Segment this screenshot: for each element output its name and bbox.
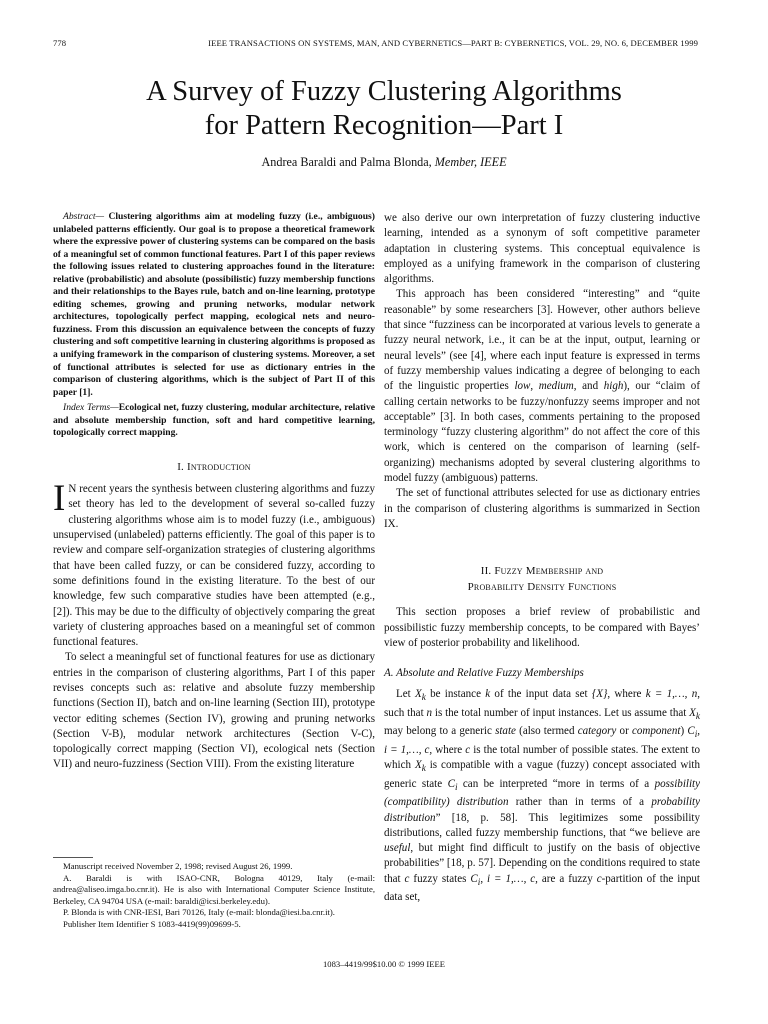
term-useful: useful [384,842,411,855]
journal-name: IEEE TRANSACTIONS ON SYSTEMS, MAN, AND CYBERNETICS—PART B: CYBERNETICS, VOL. 29, NO. 6, DECEMBER 1999 [208,38,698,48]
t9: ) [680,725,685,738]
math-k-range: k = 1,…, n [645,688,698,701]
index-terms-label: Index Terms— [63,402,119,414]
t8: (also termed [519,725,575,738]
footnote-blonda: P. Blonda is with CNR-IESI, Bari 70126, Italy (e-mail: blonda@iesi.ba.cnr.it). [63,907,335,917]
t16: , but might find difficult to justify on the basis of objective probabilities” [18, p. 57]. Depending on the conditions required to state that [384,842,700,885]
term-category: category [577,725,617,738]
footnote-received: Manuscript received November 2, 1998; revised August 26, 1999. [63,861,293,871]
drop-cap: I [53,478,66,520]
footnote-divider [53,857,93,858]
index-terms-text: Ecological net, fuzzy clustering, modular architecture, relative and absolute membership function, soft and hard competitive learning, topologically correct mapping. [53,402,375,439]
t13: can be interpreted “more in terms of a [462,777,650,790]
abstract-text: Clustering algorithms aim at modeling fuzzy (i.e., ambiguous) unlabeled patterns efficiently. Our goal is to propose a theoretical framework where the expressive power of clustering systems can be compared on the basis of a meaningful set of common functional features. Part I of this paper reviews the following issues related to clustering approaches found in the literature: relative (probabilistic) and absolute (possibilistic) fuzzy membership functions and their relationships to the Bayes rule, batch and on-line learning, prototype editing schemes, growing and pruning networks, modular network architectures, topologically perfect mapping, ecological nets and neuro-fuzziness. From this discussion an equivalence between the concepts of fuzzy clustering and soft competitive learning in clustering algorithms is proposed as a unifying framework in the comparison of clustering systems. Moreover, a set of functional attributes is selected for use as dictionary entries in the comparison of clustering algorithms, which is the subject of Part II of this paper [1]. [53,211,375,398]
right-paragraph-2-part-a: This approach has been considered “interesting” and “quite reasonable” by some researchers [3]. However, other authors believe that since “fuzziness can be incorporated at various levels to generate a fuzzy neural network, i.e., it can be at the input, output, learning or neural levels” (see [4], where each input feature is expressed in terms of fuzzy membership values indicating a degree of belonging to each of the linguistic properties [384,288,700,393]
abstract-label: Abstract— [63,211,105,222]
math-i-range: , i = 1,…, c, [384,725,701,756]
intro-paragraph-1 [53,478,375,650]
page-number: 778 [53,38,67,48]
section-2-intro: This section proposes a brief review of probabilistic and possibilistic fuzzy membership concepts, to be compared with Bayes’ view of posterior probability and likelihood. [384,606,700,649]
math-xk-2: X [689,706,696,719]
term-high: high [603,380,624,393]
abstract [53,211,375,399]
section-2-heading-line-1: II. Fuzzy Membership and [480,565,604,578]
math-k-sub: k [421,692,426,703]
t11: is the total number of possible states. The extent to which [384,743,701,772]
authors [0,155,768,170]
t14: rather than in terms of a [515,796,645,809]
t7: may belong to a generic [384,725,492,738]
footnotes [53,861,375,930]
term-medium: medium [538,380,574,393]
math-i-sub-3: i [477,876,481,887]
t6: is the total number of input instances. Let us assume that [434,706,687,719]
math-c: c [465,743,471,756]
or-word: or [619,725,629,738]
term-state: state [495,725,516,738]
index-terms [53,402,375,440]
right-paragraph-2-part-b: ), our “claim of calling certain networks to be fuzzy/nonfuzzy seems improper and not acceptable” [3]. In both cases, comments pertaining to the proposed terminology “fuzzy clustering algorithm” do not affect the core of this work, which is centered on the comparison of learning (self-organizing) mechanisms adopted by several clustering algorithms to model fuzzy (ambiguous) patterns. [384,380,701,485]
section-heading-fuzzy-membership [384,564,700,595]
t17: fuzzy states [413,872,467,885]
math-set-x: {X} [591,688,608,701]
math-c-2: c [404,872,410,885]
author-membership: Member, IEEE [434,155,507,169]
term-low: low [514,380,531,393]
term-probability-distribution: probability distribution [384,796,701,824]
math-ci: C [687,725,695,738]
footnote-pii: Publisher Item Identifier S 1083-4419(99)09699-5. [63,918,241,929]
copyright-footer: 1083–4419/99$10.00 © 1999 IEEE [322,959,446,969]
section-2-heading-line-2: Probability Density Functions [467,580,617,593]
t2: be instance [430,688,481,701]
t12: is compatible with a vague (fuzzy) concept associated with generic state [384,759,700,790]
term-possibility-distribution: possibility (compatibility) distribution [384,777,700,809]
t15: ” [18, p. 58]. This legitimizes some possibility distributions, called fuzzy membership functions, that “we believe are [384,811,700,839]
subsection-heading-a: A. Absolute and Relative Fuzzy Memberships [384,667,584,680]
subsection-a-paragraph [384,687,700,905]
math-i-range-2: i = 1,…, c, [487,872,538,885]
and-word: , and [573,380,599,393]
math-xk: X [415,688,422,701]
math-k-sub-2: k [695,711,700,722]
t4: , where [607,688,642,701]
section-heading-introduction: I. Introduction [177,460,251,473]
intro-paragraph-2: To select a meaningful set of functional features for use as dictionary entries in the comparison of clustering algorithms, Part I of this paper revises concepts such as: relative and absolute fuzzy membership functions (Section II), batch and on-line learning (Section III), prototype vector editing schemes (Section IV), growing and pruning networks (Section V-B), modular network architectures (Section V-C), topologically correct mapping (Section VI), ecological nets (Section VII) and neuro-fuzziness (Section VIII). From the existing literature [53,651,375,771]
t18: , [480,872,484,885]
author-names: Andrea Baraldi and Palma Blonda, [261,155,432,169]
t5: , such that [384,688,700,719]
math-c-3: c [596,872,602,885]
math-ci-3: C [470,872,478,885]
term-component: component [631,725,681,738]
paper-title [0,75,768,143]
t20: -partition of the input data set, [384,872,700,904]
footnote-baraldi: A. Baraldi is with ISAO-CNR, Bologna 40129, Italy (e-mail: andrea@aliseo.imga.bo.cnr.it). He is also with International Computer Science Institute, Berkeley, CA 94704 USA (e-mail: baraldi@icsi.berkeley.edu). [53,872,375,906]
title-line-2: for Pattern Recognition—Part I [204,110,564,141]
right-paragraph-2: This approach has been considered “interesting” and “quite reasonable” by some researchers [3]. However, other authors believe that since “fuzziness can be incorporated at various levels to generate a fuzzy neural network, i.e., it can be at the input, output, learning or neural levels” (see [4], where each input feature is expressed in terms of fuzzy membership values indicating a degree of belonging to each of the linguistic properties low, medium, and high), our “claim of calling certain networks to be fuzzy/nonfuzzy seems improper and not acceptable” [3]. In both cases, comments pertaining to the proposed terminology “fuzzy clustering algorithm” do not affect the core of this work, which is centered on the comparison of learning (self-organizing) mechanisms adopted by several clustering algorithms to model fuzzy (ambiguous) patterns. [384,288,701,485]
math-k: k [485,688,491,701]
math-i-sub: i [694,729,698,740]
t3: of the input data set [494,688,588,701]
t1: Let [396,688,411,701]
right-column [384,211,700,906]
right-paragraph-3: The set of functional attributes selected for use as dictionary entries in the comparison of clustering algorithms is summarized in Section IX. [384,487,700,530]
right-paragraph-1: we also derive our own interpretation of fuzzy clustering inductive learning, intended as a synonym of soft competitive parameter adaptation in clustering systems. This conceptual equivalence is employed as a unifying framework in the comparison of clustering algorithms. [384,212,700,286]
t19: are a fuzzy [541,872,593,885]
intro-paragraph-1-text: N recent years the synthesis between clustering algorithms and fuzzy set theory has led to the development of several so-called fuzzy clustering algorithms whose aim is to model fuzzy (i.e., ambiguous) unsupervised (unlabeled) patterns efficiently. The goal of this paper is to review and compare self-organization strategies of clustering algorithms that have been called fuzzy, or can be considered fuzzy, according to some definitions found in the existing literature. To the best of our knowledge, few such comparative studies have been attempted (e.g., [2]). This may be due to the difficulty of objectively comparing the great variety of clustering approaches based on a meaningful set of common functional features. [53,483,375,649]
math-k-sub-3: k [421,763,426,774]
math-i-sub-2: i [454,781,458,792]
t10: where [435,743,463,756]
math-xk-3: X [414,759,422,772]
math-n: n [426,706,433,719]
math-ci-2: C [447,777,455,790]
title-line-1: A Survey of Fuzzy Clustering Algorithms [146,76,622,107]
left-column [53,211,375,773]
